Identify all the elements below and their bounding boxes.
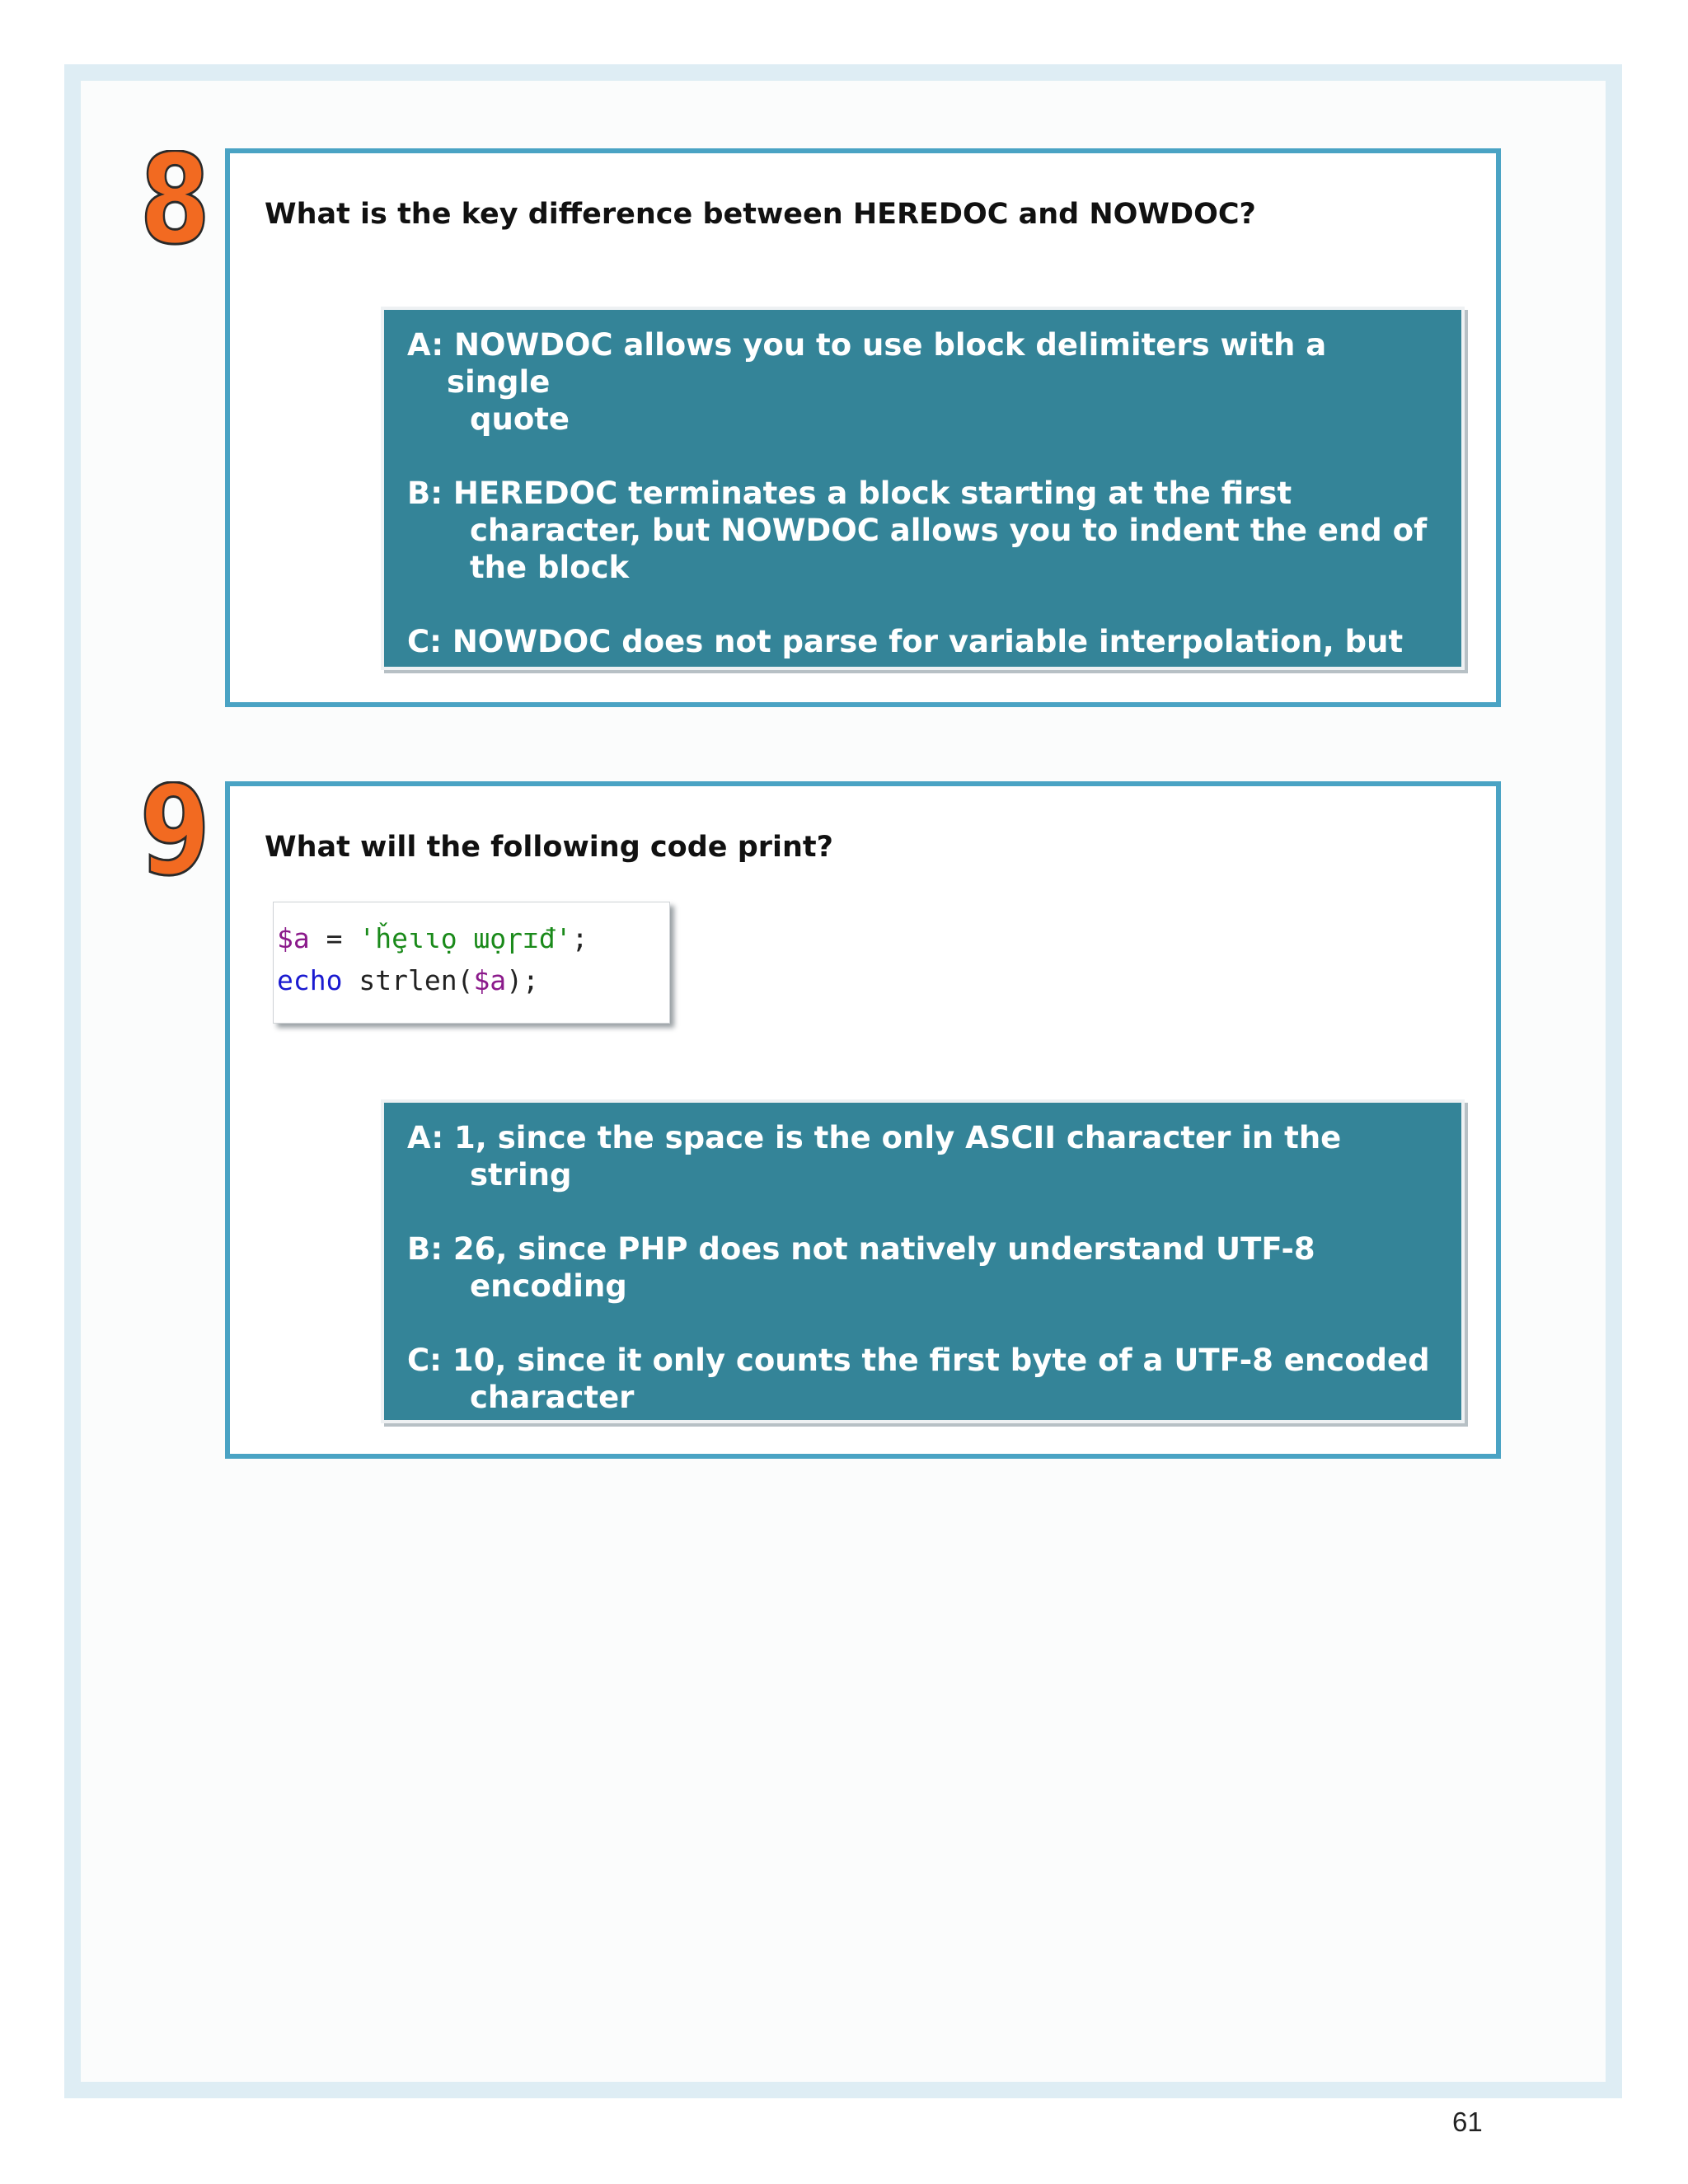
answer-line: HEREDOC terminates a block starting at the first — [452, 476, 1292, 511]
answer-line: character — [470, 1380, 635, 1415]
answer-line: 26, since PHP does not natively understand UTF-8 — [452, 1231, 1315, 1267]
code-token: ); — [506, 964, 539, 996]
answer-letter: B: — [407, 476, 443, 511]
answer-a[interactable] — [407, 1119, 1461, 1193]
answer-letter: C: — [407, 624, 442, 659]
question-number-9 — [138, 781, 211, 880]
code-token: 'ȟȩɩɩọ ɯọɼɪđ' — [359, 922, 572, 954]
question-number-8 — [138, 150, 211, 249]
answer-letter: A: — [407, 1120, 444, 1155]
svg-text:8: 8 — [139, 150, 211, 249]
answer-box — [381, 307, 1465, 670]
code-token: ; — [571, 922, 588, 954]
question-text: What will the following code print? — [265, 831, 833, 864]
answer-a[interactable] — [407, 326, 1461, 438]
answer-letter: A: — [407, 327, 444, 363]
answer-c[interactable] — [407, 623, 1461, 660]
answer-line: encoding — [470, 1268, 627, 1304]
answer-line: character, but NOWDOC allows you to indent the end of — [470, 513, 1428, 548]
answer-line: single — [447, 364, 551, 400]
svg-text:9: 9 — [139, 781, 211, 880]
answer-b[interactable] — [407, 1230, 1461, 1305]
code-snippet — [273, 902, 670, 1024]
answer-line: 10, since it only counts the first byte of a UTF-8 encoded — [452, 1343, 1430, 1378]
answer-line: string — [470, 1157, 572, 1193]
answer-c[interactable] — [407, 1342, 1461, 1416]
answer-line: the block — [470, 550, 630, 585]
answer-letter: C: — [407, 1343, 442, 1378]
code-token: $a — [473, 964, 507, 996]
code-token: strlen( — [342, 964, 474, 996]
question-text: What is the key difference between HEREDOC and NOWDOC? — [265, 198, 1256, 231]
answer-line: NOWDOC does not parse for variable interpolation, but — [452, 624, 1404, 659]
question-card-8 — [225, 148, 1501, 707]
answer-box — [381, 1099, 1465, 1423]
page-number: 61 — [1452, 2107, 1483, 2137]
answer-letter: B: — [407, 1231, 443, 1267]
code-token: echo — [277, 964, 343, 996]
answer-line: 1, since the space is the only ASCII character in the — [454, 1120, 1342, 1155]
question-card-9 — [225, 781, 1501, 1459]
code-token: $a — [277, 922, 310, 954]
code-token: = — [309, 922, 359, 954]
answer-line: NOWDOC allows you to use block delimiters with a — [454, 327, 1327, 363]
answer-line: quote — [470, 401, 570, 437]
answer-b[interactable] — [407, 475, 1461, 586]
